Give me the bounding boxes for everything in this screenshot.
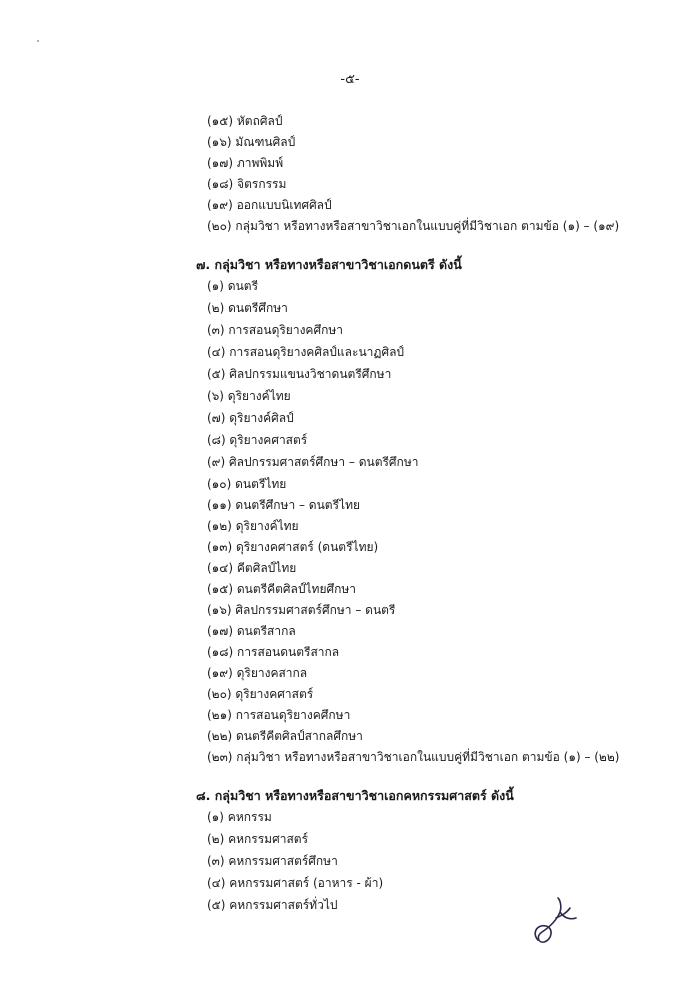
list-item: (๑๕) ดนตรีคีตศิลป์ไทยศึกษา <box>207 582 357 596</box>
list-item: (๑๗) ดนตรีสากล <box>207 624 296 638</box>
signature-mark <box>530 896 580 948</box>
list-item: (๑๐) ดนตรีไทย <box>207 477 287 491</box>
list-item: (๑๙) ดุริยางคสากล <box>207 666 308 680</box>
list-item: (๑๘) จิตรกรรม <box>207 177 287 191</box>
list-item: (๓) คหกรรมศาสตร์ศึกษา <box>207 854 338 868</box>
list-item: (๕) คหกรรมศาสตร์ทั่วไป <box>207 898 338 912</box>
list-item: (๒๓) กลุ่มวิชา หรือทางหรือสาขาวิชาเอกในแบบคู่ที่มีวิชาเอก ตามข้อ (๑) – (๒๒) <box>207 750 620 764</box>
list-item: (๒) ดนตรีศึกษา <box>207 301 288 315</box>
list-item: (๔) คหกรรมศาสตร์ (อาหาร - ผ้า) <box>207 876 384 890</box>
list-item: (๑๙) ออกแบบนิเทศศิลป์ <box>207 198 332 212</box>
list-item: (๑) คหกรรม <box>207 810 272 824</box>
list-item: (๒๒) ดนตรีคีตศิลป์สากลศึกษา <box>207 729 363 743</box>
section-heading: ๘. กลุ่มวิชา หรือทางหรือสาขาวิชาเอกคหกรรมศาสตร์ ดังนี้ <box>196 788 514 803</box>
list-item: (๑๓) ดุริยางคศาสตร์ (ดนตรีไทย) <box>207 540 379 554</box>
list-item: (๑๘) การสอนดนตรีสากล <box>207 645 340 659</box>
list-item: (๑๒) ดุริยางค์ไทย <box>207 519 299 533</box>
list-item: (๘) ดุริยางคศาสตร์ <box>207 433 308 447</box>
list-item: (๓) การสอนดุริยางคศึกษา <box>207 323 343 337</box>
list-item: (๙) ศิลปกรรมศาสตร์ศึกษา – ดนตรีศึกษา <box>207 455 419 469</box>
list-item: (๒๑) การสอนดุริยางคศึกษา <box>207 708 351 722</box>
list-item: (๑๖) มัณฑนศิลป์ <box>207 135 296 149</box>
list-item: (๒๐) ดุริยางคศาสตร์ <box>207 687 314 701</box>
list-item: (๑) ดนตรี <box>207 279 259 293</box>
list-item: (๑๔) คีตศิลป์ไทย <box>207 561 297 575</box>
list-item: (๑๗) ภาพพิมพ์ <box>207 156 284 170</box>
list-item: (๖) ดุริยางค์ไทย <box>207 389 291 403</box>
section-heading: ๗. กลุ่มวิชา หรือทางหรือสาขาวิชาเอกดนตรี ดังนี้ <box>196 257 462 272</box>
page-number: -๕- <box>340 72 360 87</box>
list-item: (๑๖) ศิลปกรรมศาสตร์ศึกษา – ดนตรี <box>207 603 396 617</box>
list-item: (๗) ดุริยางค์ศิลป์ <box>207 411 294 425</box>
list-item: (๒๐) กลุ่มวิชา หรือทางหรือสาขาวิชาเอกในแบบคู่ที่มีวิชาเอก ตามข้อ (๑) – (๑๙) <box>207 219 620 233</box>
list-item: (๕) ศิลปกรรมแขนงวิชาดนตรีศึกษา <box>207 367 392 381</box>
list-item: (๑๑) ดนตรีศึกษา – ดนตรีไทย <box>207 498 361 512</box>
list-item: (๒) คหกรรมศาสตร์ <box>207 832 309 846</box>
scan-speck <box>37 40 39 42</box>
list-item: (๔) การสอนดุริยางคศิลป์และนาฏศิลป์ <box>207 345 405 359</box>
list-item: (๑๕) หัตถศิลป์ <box>207 114 283 128</box>
